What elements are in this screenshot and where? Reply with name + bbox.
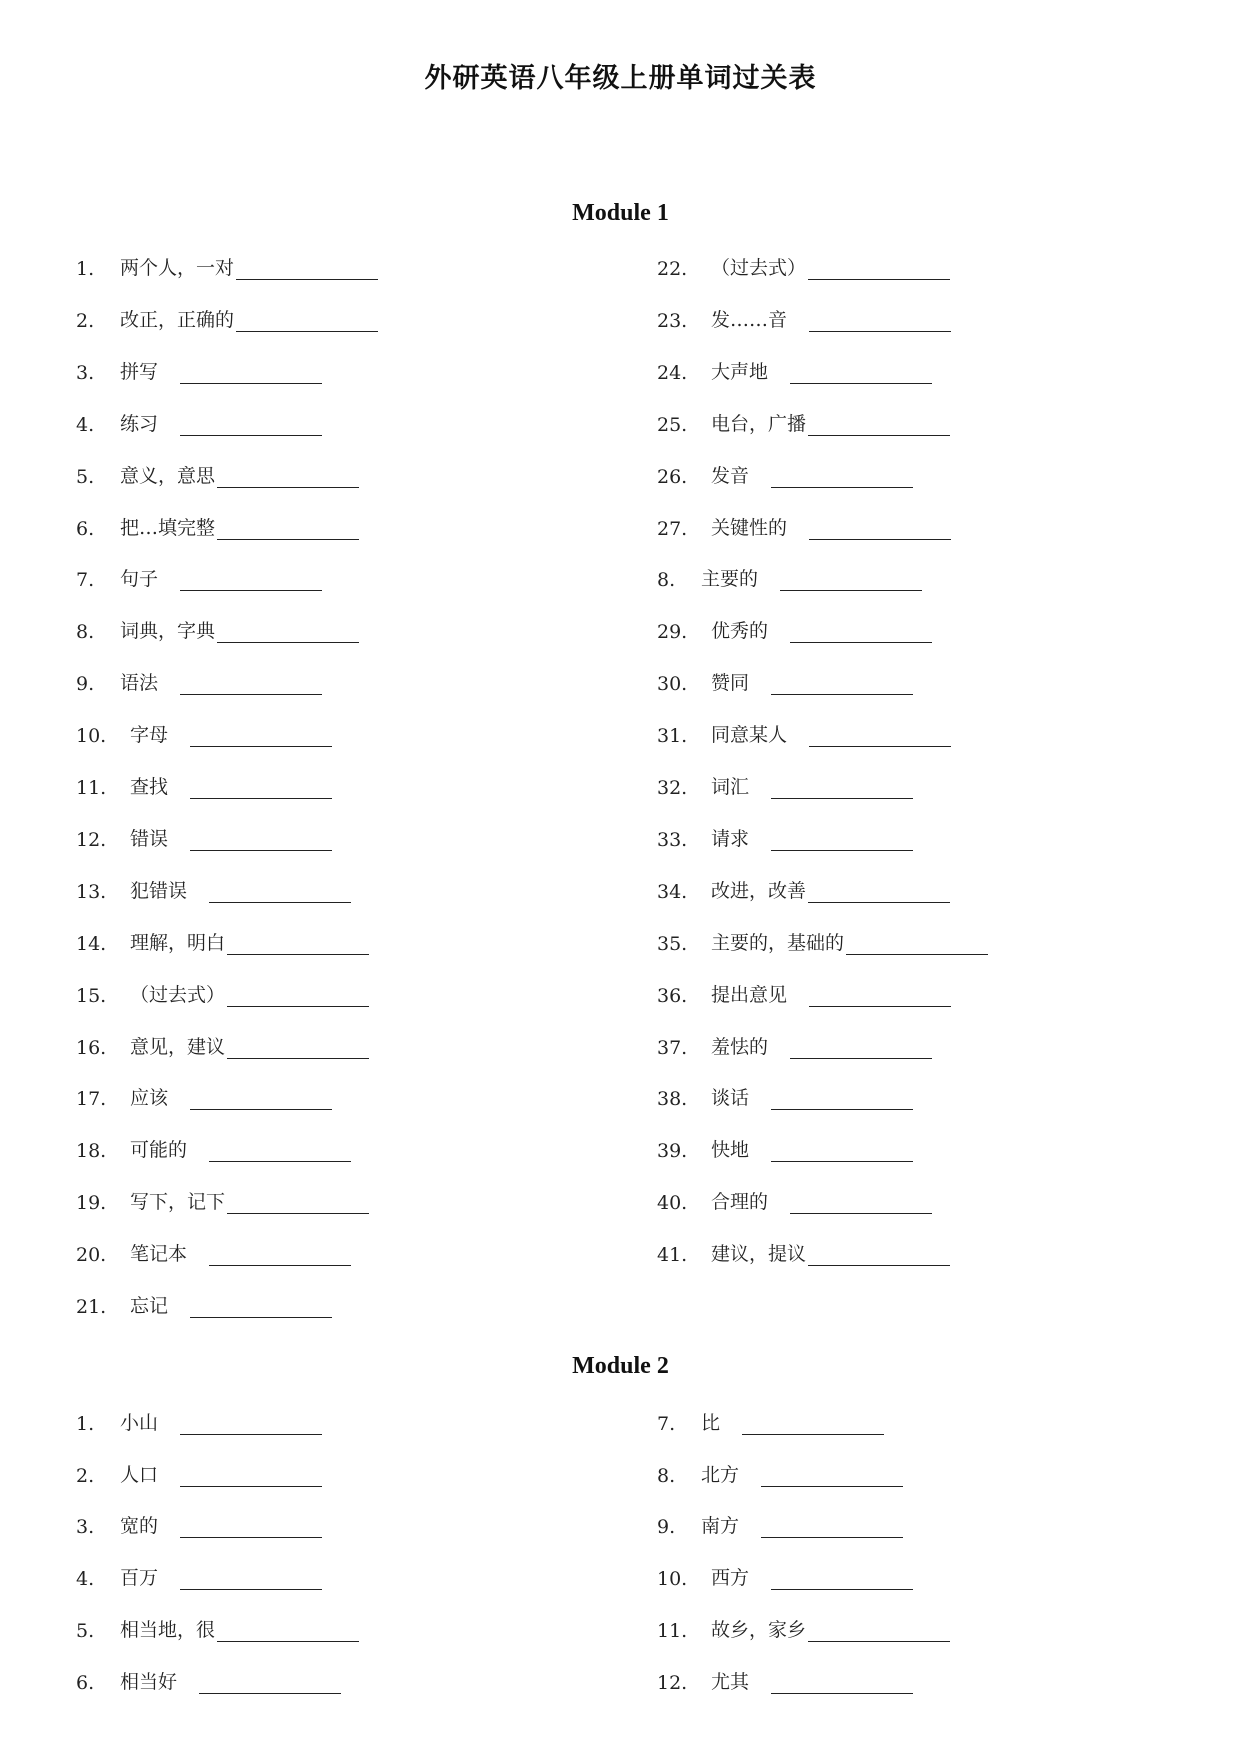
word-item <box>76 1405 322 1435</box>
item-label: 主要的，基础的 <box>711 931 845 954</box>
item-label: 应该 <box>130 1087 169 1110</box>
item-label: 把…填完整 <box>120 516 216 539</box>
answer-blank[interactable] <box>808 1619 950 1642</box>
answer-blank[interactable] <box>809 984 951 1007</box>
item-number: 9. <box>76 673 95 696</box>
item-number: 21. <box>76 1296 107 1318</box>
item-label: 快地 <box>711 1139 750 1162</box>
item-number: 10. <box>76 725 107 748</box>
word-item <box>76 302 378 332</box>
item-number: 3. <box>76 1516 95 1539</box>
answer-blank[interactable] <box>190 1295 332 1318</box>
answer-blank[interactable] <box>771 828 913 851</box>
word-item <box>76 354 322 384</box>
word-item <box>76 1080 332 1110</box>
answer-blank[interactable] <box>790 361 932 384</box>
answer-blank[interactable] <box>742 1412 884 1435</box>
word-item <box>657 1508 903 1538</box>
answer-blank[interactable] <box>180 1567 322 1590</box>
answer-blank[interactable] <box>236 309 378 332</box>
item-label: 字母 <box>130 724 169 747</box>
item-number: 34. <box>657 880 688 903</box>
item-label: 犯错误 <box>130 879 188 902</box>
answer-blank[interactable] <box>771 1567 913 1590</box>
word-item <box>657 769 913 799</box>
answer-blank[interactable] <box>217 517 359 540</box>
word-item <box>657 613 932 643</box>
answer-blank[interactable] <box>771 672 913 695</box>
answer-blank[interactable] <box>209 1243 351 1266</box>
item-number: 27. <box>657 517 688 540</box>
item-number: 36. <box>657 984 688 1007</box>
answer-blank[interactable] <box>209 880 351 903</box>
item-number: 3. <box>76 361 95 384</box>
item-number: 23. <box>657 309 688 332</box>
item-label: 请求 <box>711 827 750 850</box>
item-number: 7. <box>657 1413 676 1435</box>
answer-blank[interactable] <box>808 880 950 903</box>
item-label: （过去式） <box>711 257 807 279</box>
answer-blank[interactable] <box>217 620 359 643</box>
answer-blank[interactable] <box>808 257 950 280</box>
item-label: 相当好 <box>120 1670 178 1693</box>
item-label: 词典，字典 <box>120 620 216 643</box>
word-item <box>657 1560 913 1590</box>
word-item <box>76 1236 351 1266</box>
item-number: 1. <box>76 258 95 280</box>
item-number: 10. <box>657 1568 688 1591</box>
item-label: 可能的 <box>130 1139 188 1162</box>
word-item <box>657 561 922 591</box>
answer-blank[interactable] <box>227 1036 369 1059</box>
item-number: 22. <box>657 258 688 280</box>
item-number: 2. <box>76 1464 95 1487</box>
answer-blank[interactable] <box>190 828 332 851</box>
item-number: 4. <box>76 1568 95 1591</box>
item-label: 小山 <box>120 1412 159 1434</box>
answer-blank[interactable] <box>180 361 322 384</box>
answer-blank[interactable] <box>180 568 322 591</box>
item-label: 关键性的 <box>711 516 788 539</box>
item-label: 同意某人 <box>711 724 788 747</box>
item-number: 11. <box>76 777 107 799</box>
answer-blank[interactable] <box>190 776 332 799</box>
word-item <box>657 1080 913 1110</box>
item-label: 提出意见 <box>711 983 788 1006</box>
answer-blank[interactable] <box>227 984 369 1007</box>
item-label: 优秀的 <box>711 620 769 643</box>
item-label: 意义，意思 <box>120 464 216 487</box>
item-number: 17. <box>76 1088 107 1111</box>
item-number: 19. <box>76 1192 107 1215</box>
item-label: 写下，记下 <box>130 1191 226 1214</box>
answer-blank[interactable] <box>180 1412 322 1435</box>
word-item <box>76 1664 341 1694</box>
item-number: 39. <box>657 1140 688 1163</box>
word-item <box>657 925 988 955</box>
word-item <box>657 1132 913 1162</box>
answer-blank[interactable] <box>790 1191 932 1214</box>
item-label: 南方 <box>701 1515 740 1538</box>
answer-blank[interactable] <box>771 1139 913 1162</box>
answer-blank[interactable] <box>180 672 322 695</box>
word-item <box>657 250 950 280</box>
item-label: 合理的 <box>711 1191 769 1214</box>
item-number: 14. <box>76 932 107 955</box>
word-item <box>76 925 369 955</box>
item-label: 查找 <box>130 776 169 798</box>
word-item <box>76 561 322 591</box>
word-item <box>657 1184 932 1214</box>
item-number: 11. <box>657 1619 688 1642</box>
item-number: 25. <box>657 413 688 436</box>
word-item <box>657 1029 932 1059</box>
item-number: 6. <box>76 517 95 540</box>
word-item <box>657 1457 903 1487</box>
word-item <box>76 769 332 799</box>
answer-blank[interactable] <box>846 932 988 955</box>
item-label: （过去式） <box>130 983 226 1006</box>
item-number: 38. <box>657 1088 688 1111</box>
answer-blank[interactable] <box>790 1036 932 1059</box>
item-label: 句子 <box>120 568 159 591</box>
word-item <box>76 1184 369 1214</box>
item-label: 西方 <box>711 1567 750 1590</box>
item-number: 41. <box>657 1244 688 1267</box>
word-item <box>76 458 359 488</box>
item-number: 8. <box>657 569 676 592</box>
item-number: 32. <box>657 777 688 799</box>
answer-blank[interactable] <box>217 1619 359 1642</box>
item-label: 电台，广播 <box>711 412 807 435</box>
item-label: 发音 <box>711 464 750 487</box>
word-item <box>657 1664 913 1694</box>
word-item <box>657 1405 884 1435</box>
item-label: 相当地，很 <box>120 1618 216 1641</box>
word-item <box>657 406 950 436</box>
word-item <box>76 1560 322 1590</box>
word-item <box>657 977 951 1007</box>
word-item <box>76 821 332 851</box>
word-item <box>76 1132 351 1162</box>
word-item <box>76 510 359 540</box>
answer-blank[interactable] <box>809 517 951 540</box>
word-item <box>76 1288 332 1318</box>
item-number: 20. <box>76 1244 107 1267</box>
page-title: 外研英语八年级上册单词过关表 <box>424 63 817 94</box>
item-number: 24. <box>657 361 688 384</box>
item-label: 人口 <box>120 1463 159 1486</box>
item-label: 百万 <box>120 1567 159 1590</box>
item-label: 宽的 <box>120 1515 159 1538</box>
item-number: 2. <box>76 309 95 332</box>
item-number: 13. <box>76 880 107 903</box>
answer-blank[interactable] <box>761 1464 903 1487</box>
answer-blank[interactable] <box>209 1139 351 1162</box>
answer-blank[interactable] <box>771 465 913 488</box>
word-item <box>76 717 332 747</box>
module-1-heading: Module 1 <box>572 200 669 226</box>
item-label: 笔记本 <box>130 1243 188 1266</box>
answer-blank[interactable] <box>771 1671 913 1694</box>
item-label: 故乡，家乡 <box>711 1618 807 1641</box>
answer-blank[interactable] <box>180 1464 322 1487</box>
item-number: 33. <box>657 828 688 851</box>
item-label: 两个人，一对 <box>120 257 235 279</box>
word-item <box>76 665 322 695</box>
item-label: 改正，正确的 <box>120 308 235 331</box>
word-item <box>657 1612 950 1642</box>
answer-blank[interactable] <box>771 1087 913 1110</box>
item-number: 1. <box>76 1413 95 1435</box>
word-item <box>76 1029 369 1059</box>
item-label: 比 <box>701 1412 721 1434</box>
item-number: 12. <box>76 828 107 851</box>
word-item <box>657 717 951 747</box>
answer-blank[interactable] <box>227 932 369 955</box>
item-number: 12. <box>657 1671 688 1694</box>
answer-blank[interactable] <box>808 413 950 436</box>
answer-blank[interactable] <box>227 1191 369 1214</box>
answer-blank[interactable] <box>809 309 951 332</box>
item-label: 练习 <box>120 412 159 435</box>
item-label: 忘记 <box>130 1295 169 1317</box>
answer-blank[interactable] <box>180 1515 322 1538</box>
item-label: 建议，提议 <box>711 1243 807 1266</box>
item-number: 5. <box>76 465 95 488</box>
item-number: 37. <box>657 1036 688 1059</box>
word-item <box>657 510 951 540</box>
item-number: 35. <box>657 932 688 955</box>
item-label: 理解，明白 <box>130 931 226 954</box>
item-label: 赞同 <box>711 672 750 695</box>
word-item <box>76 250 378 280</box>
item-number: 15. <box>76 984 107 1007</box>
answer-blank[interactable] <box>190 724 332 747</box>
answer-blank[interactable] <box>761 1515 903 1538</box>
item-label: 词汇 <box>711 776 750 798</box>
module-2-heading: Module 2 <box>572 1353 669 1379</box>
word-item <box>76 1612 359 1642</box>
item-number: 26. <box>657 465 688 488</box>
item-number: 31. <box>657 725 688 748</box>
item-number: 9. <box>657 1516 676 1539</box>
word-item <box>76 873 351 903</box>
word-item <box>76 1457 322 1487</box>
word-item <box>76 613 359 643</box>
answer-blank[interactable] <box>217 465 359 488</box>
word-item <box>657 354 932 384</box>
item-label: 错误 <box>130 827 169 850</box>
answer-blank[interactable] <box>180 413 322 436</box>
item-label: 尤其 <box>711 1670 750 1693</box>
answer-blank[interactable] <box>190 1087 332 1110</box>
item-number: 5. <box>76 1619 95 1642</box>
word-item <box>657 821 913 851</box>
word-item <box>657 665 913 695</box>
answer-blank[interactable] <box>809 724 951 747</box>
item-number: 30. <box>657 673 688 696</box>
word-item <box>657 1236 950 1266</box>
item-label: 主要的 <box>701 568 759 591</box>
word-item <box>76 977 369 1007</box>
word-item <box>657 302 951 332</box>
answer-blank[interactable] <box>236 257 378 280</box>
item-number: 4. <box>76 413 95 436</box>
answer-blank[interactable] <box>808 1243 950 1266</box>
word-item <box>76 1508 322 1538</box>
word-item <box>76 406 322 436</box>
answer-blank[interactable] <box>771 776 913 799</box>
item-label: 拼写 <box>120 360 159 383</box>
item-label: 语法 <box>120 672 159 695</box>
item-label: 谈话 <box>711 1087 750 1110</box>
item-label: 大声地 <box>711 360 769 383</box>
word-item <box>657 458 913 488</box>
item-label: 意见，建议 <box>130 1035 226 1058</box>
item-number: 29. <box>657 621 688 644</box>
item-number: 8. <box>657 1464 676 1487</box>
item-number: 16. <box>76 1036 107 1059</box>
item-label: 改进，改善 <box>711 879 807 902</box>
item-number: 40. <box>657 1192 688 1215</box>
answer-blank[interactable] <box>790 620 932 643</box>
item-number: 6. <box>76 1671 95 1694</box>
item-label: 北方 <box>701 1463 740 1486</box>
item-label: 发……音 <box>711 308 788 331</box>
item-number: 8. <box>76 621 95 644</box>
word-item <box>657 873 950 903</box>
item-number: 7. <box>76 569 95 592</box>
answer-blank[interactable] <box>199 1671 341 1694</box>
item-number: 18. <box>76 1140 107 1163</box>
item-label: 羞怯的 <box>711 1035 769 1058</box>
answer-blank[interactable] <box>780 568 922 591</box>
